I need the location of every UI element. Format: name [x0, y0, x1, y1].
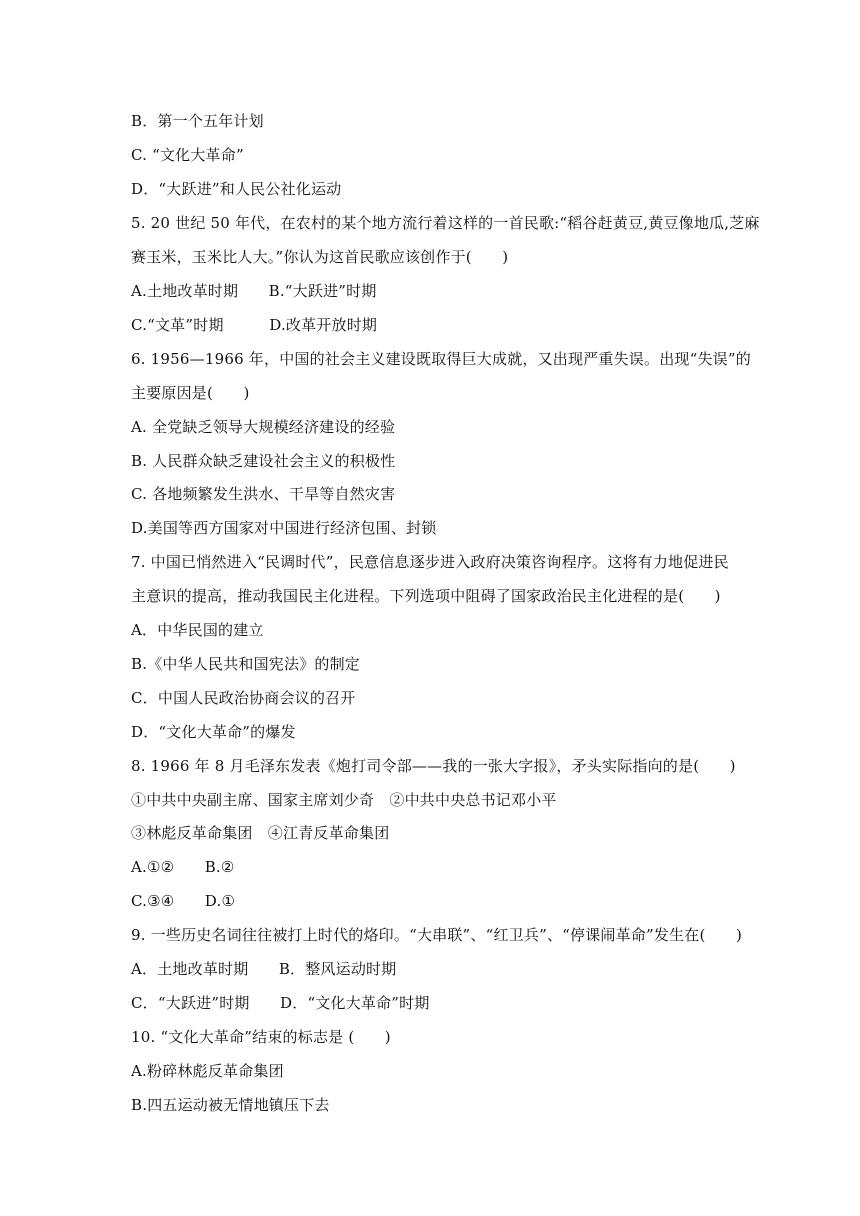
option-line: A.粉碎林彪反革命集团: [131, 1062, 284, 1080]
option-line: D．“文化大革命”的爆发: [131, 723, 296, 741]
option-line: ①中共中央副主席、国家主席刘少奇 ②中共中央总书记邓小平: [131, 791, 557, 809]
option-line: B.四五运动被无情地镇压下去: [131, 1096, 330, 1114]
question-text: 主意识的提高，推动我国民主化进程。下列选项中阻碍了国家政治民主化进程的是( ): [131, 587, 721, 605]
option-line: A．中华民国的建立: [131, 621, 264, 639]
question-text: 10. “文化大革命”结束的标志是 ( ): [131, 1028, 391, 1046]
question-text: 7. 中国已悄然进入“民调时代”，民意信息逐步进入政府决策咨询程序。这将有力地促进民: [131, 553, 729, 571]
question-text: 6. 1956—1966 年，中国的社会主义建设既取得巨大成就，又出现严重失误。出现“失误”的: [131, 350, 751, 368]
option-line: C. 各地频繁发生洪水、干旱等自然灾害: [131, 485, 396, 503]
question-text: 8. 1966 年 8 月毛泽东发表《炮打司令部——我的一张大字报》，矛头实际指向的是( ): [131, 757, 736, 775]
option-line: C．“大跃进”时期 D．“文化大革命”时期: [131, 994, 430, 1012]
question-text: 9. 一些历史名词往往被打上时代的烙印。“大串联”、“红卫兵”、“停课闹革命”发生在( ): [131, 926, 742, 944]
option-line: ③林彪反革命集团 ④江青反革命集团: [131, 824, 390, 842]
option-line: A.①② B.②: [131, 858, 235, 876]
option-line: C．中国人民政治协商会议的召开: [131, 689, 356, 707]
option-line: A. 全党缺乏领导大规模经济建设的经验: [131, 418, 396, 436]
option-line: D．“大跃进”和人民公社化运动: [131, 180, 342, 198]
option-line: D.美国等西方国家对中国进行经济包围、封锁: [131, 519, 437, 537]
question-text: 5. 20 世纪 50 年代，在农村的某个地方流行着这样的一首民歌:“稻谷赶黄豆,黄豆像地瓜,芝麻: [131, 214, 760, 232]
option-line: A.土地改革时期 B.“大跃进”时期: [131, 282, 377, 300]
option-line: B．第一个五年计划: [131, 112, 264, 130]
option-line: B.《中华人民共和国宪法》的制定: [131, 655, 360, 673]
option-line: A．土地改革时期 B．整风运动时期: [131, 960, 397, 978]
option-line: B. 人民群众缺乏建设社会主义的积极性: [131, 452, 396, 470]
option-line: C.③④ D.①: [131, 892, 236, 910]
option-line: C.“文革”时期 D.改革开放时期: [131, 316, 378, 334]
option-line: C. “文化大革命”: [131, 146, 244, 164]
question-text: 赛玉米，玉米比人大。”你认为这首民歌应该创作于( ): [131, 248, 509, 266]
question-text: 主要原因是( ): [131, 384, 250, 402]
